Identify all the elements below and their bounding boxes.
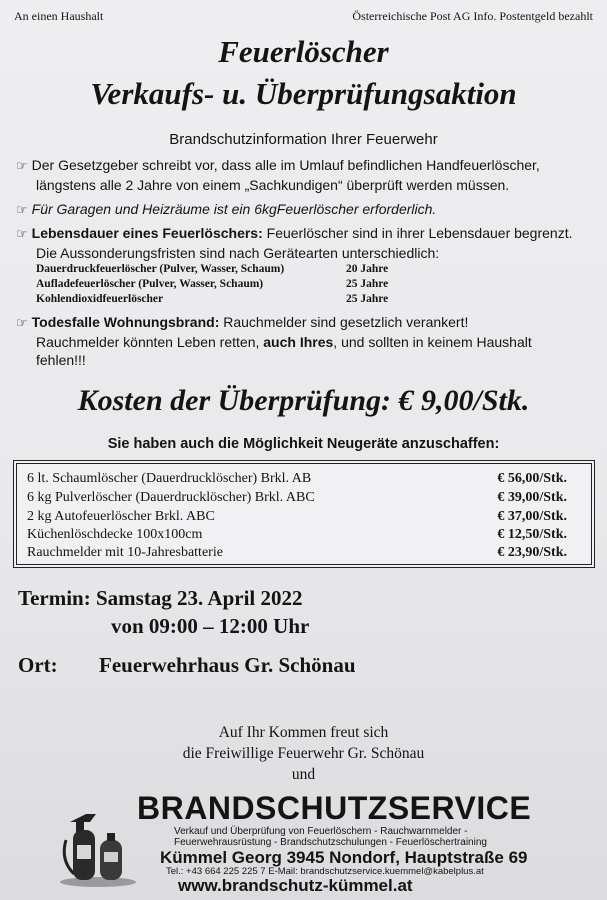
info-text: Feuerlöscher sind in ihrer Lebensdauer begrenzt.: [262, 225, 573, 241]
product-row: [27, 490, 567, 506]
info-text: Für Garagen und Heizräume ist ein 6kgFeuerlöscher erforderlich.: [31, 201, 437, 217]
product-row: [27, 509, 567, 525]
addressee-note: An einen Haushalt: [14, 9, 104, 23]
pointing-hand-icon: ☞: [16, 227, 28, 242]
closing-line: Auf Ihr Kommen freut sich: [218, 724, 389, 741]
info-text: Der Gesetzgeber schreibt vor, dass alle im Umlauf befindlichen Handfeuerlöscher,: [31, 157, 540, 173]
pointing-hand-icon: ☞: [16, 316, 28, 331]
event-date: Termin: Samstag 23. April 2022: [18, 586, 303, 610]
product-name: Küchenlöschdecke 100x100cm: [27, 527, 203, 542]
event-location-label: Ort:: [18, 653, 58, 677]
page-title: Feuerlöscher: [218, 34, 389, 69]
brand-tagline: Verkauf und Überprüfung von Feuerlöschern - Rauchwarnmelder -: [174, 826, 468, 837]
product-price: € 56,00/Stk.: [497, 471, 567, 486]
expiry-years: 20 Jahre: [346, 263, 389, 275]
product-price: € 37,00/Stk.: [497, 509, 567, 524]
brand-tagline: Feuerwehrausrüstung - Brandschutzschulungen - Feuerlöschertraining: [174, 837, 487, 848]
event-time: von 09:00 – 12:00 Uhr: [111, 614, 310, 638]
product-row: [27, 527, 567, 543]
product-name: Rauchmelder mit 10-Jahresbatterie: [27, 545, 223, 560]
product-price: € 23,90/Stk.: [497, 545, 567, 560]
info-text: Die Aussonderungsfristen sind nach Gerätearten unterschiedlich:: [36, 245, 440, 261]
info-text: , und sollten in keinem Haushalt: [333, 334, 532, 350]
info-emphasis: auch Ihres: [263, 334, 334, 350]
product-name: 6 lt. Schaumlöscher (Dauerdrucklöscher) Brkl. AB: [27, 471, 312, 486]
info-paragraph-garage: [16, 200, 596, 220]
expiry-type: Aufladefeuerlöscher (Pulver, Wasser, Schaum): [36, 278, 264, 290]
brand-address: Kümmel Georg 3945 Nondorf, Hauptstraße 69: [160, 848, 528, 867]
expiry-years: 25 Jahre: [346, 293, 389, 305]
info-text: Rauchmelder könnten Leben retten,: [36, 334, 264, 350]
product-name: 6 kg Pulverlöscher (Dauerdrucklöscher) Brkl. ABC: [27, 490, 315, 505]
page-subtitle-heading: Verkaufs- u. Überprüfungsaktion: [90, 76, 517, 111]
closing-line: die Freiwillige Feuerwehr Gr. Schönau: [182, 745, 425, 762]
expiry-row: [36, 292, 456, 307]
inspection-price: Kosten der Überprüfung: € 9,00/Stk.: [77, 384, 530, 417]
brand-website-link[interactable]: www.brandschutz-kümmel.at: [178, 876, 413, 895]
product-price-box: [13, 460, 595, 568]
expiry-list: [36, 262, 456, 307]
info-text: längstens alle 2 Jahre von einem „Sachkundigen“ überprüft werden müssen.: [36, 177, 510, 193]
expiry-row: [36, 277, 456, 292]
closing-line: und: [291, 766, 316, 783]
postage-note: Österreichische Post AG Info. Postentgeld bezahlt: [352, 9, 593, 23]
brand-name: BRANDSCHUTZSERVICE: [137, 790, 532, 826]
new-devices-heading: Sie haben auch die Möglichkeit Neugeräte anzuschaffen:: [107, 436, 500, 452]
info-text: fehlen!!!: [36, 352, 86, 368]
product-price: € 39,00/Stk.: [497, 490, 567, 505]
product-row: [27, 545, 567, 561]
brand-contact: Tel.: +43 664 225 225 7 E-Mail: brandschutzservice.kuemmel@kabelplus.at: [166, 866, 484, 877]
info-paragraph-inspection: [16, 156, 596, 194]
product-price: € 12,50/Stk.: [497, 527, 567, 542]
info-source: Brandschutzinformation Ihrer Feuerwehr: [169, 131, 438, 148]
info-paragraph-smoke: [16, 313, 596, 369]
product-name: 2 kg Autofeuerlöscher Brkl. ABC: [27, 509, 215, 524]
info-heading: Todesfalle Wohnungsbrand:: [31, 314, 220, 330]
expiry-type: Kohlendioxidfeuerlöscher: [36, 293, 164, 305]
fire-extinguisher-logo-icon: [56, 800, 140, 890]
expiry-type: Dauerdruckfeuerlöscher (Pulver, Wasser, Schaum): [36, 263, 285, 275]
event-location: Feuerwehrhaus Gr. Schönau: [99, 653, 356, 677]
info-heading: Lebensdauer eines Feuerlöschers:: [31, 225, 263, 241]
expiry-row: [36, 262, 456, 277]
pointing-hand-icon: ☞: [16, 159, 28, 174]
info-text: Rauchmelder sind gesetzlich verankert!: [219, 314, 469, 330]
product-row: [27, 471, 567, 487]
info-paragraph-lifespan: [16, 224, 596, 262]
pointing-hand-icon: ☞: [16, 203, 28, 218]
expiry-years: 25 Jahre: [346, 278, 389, 290]
